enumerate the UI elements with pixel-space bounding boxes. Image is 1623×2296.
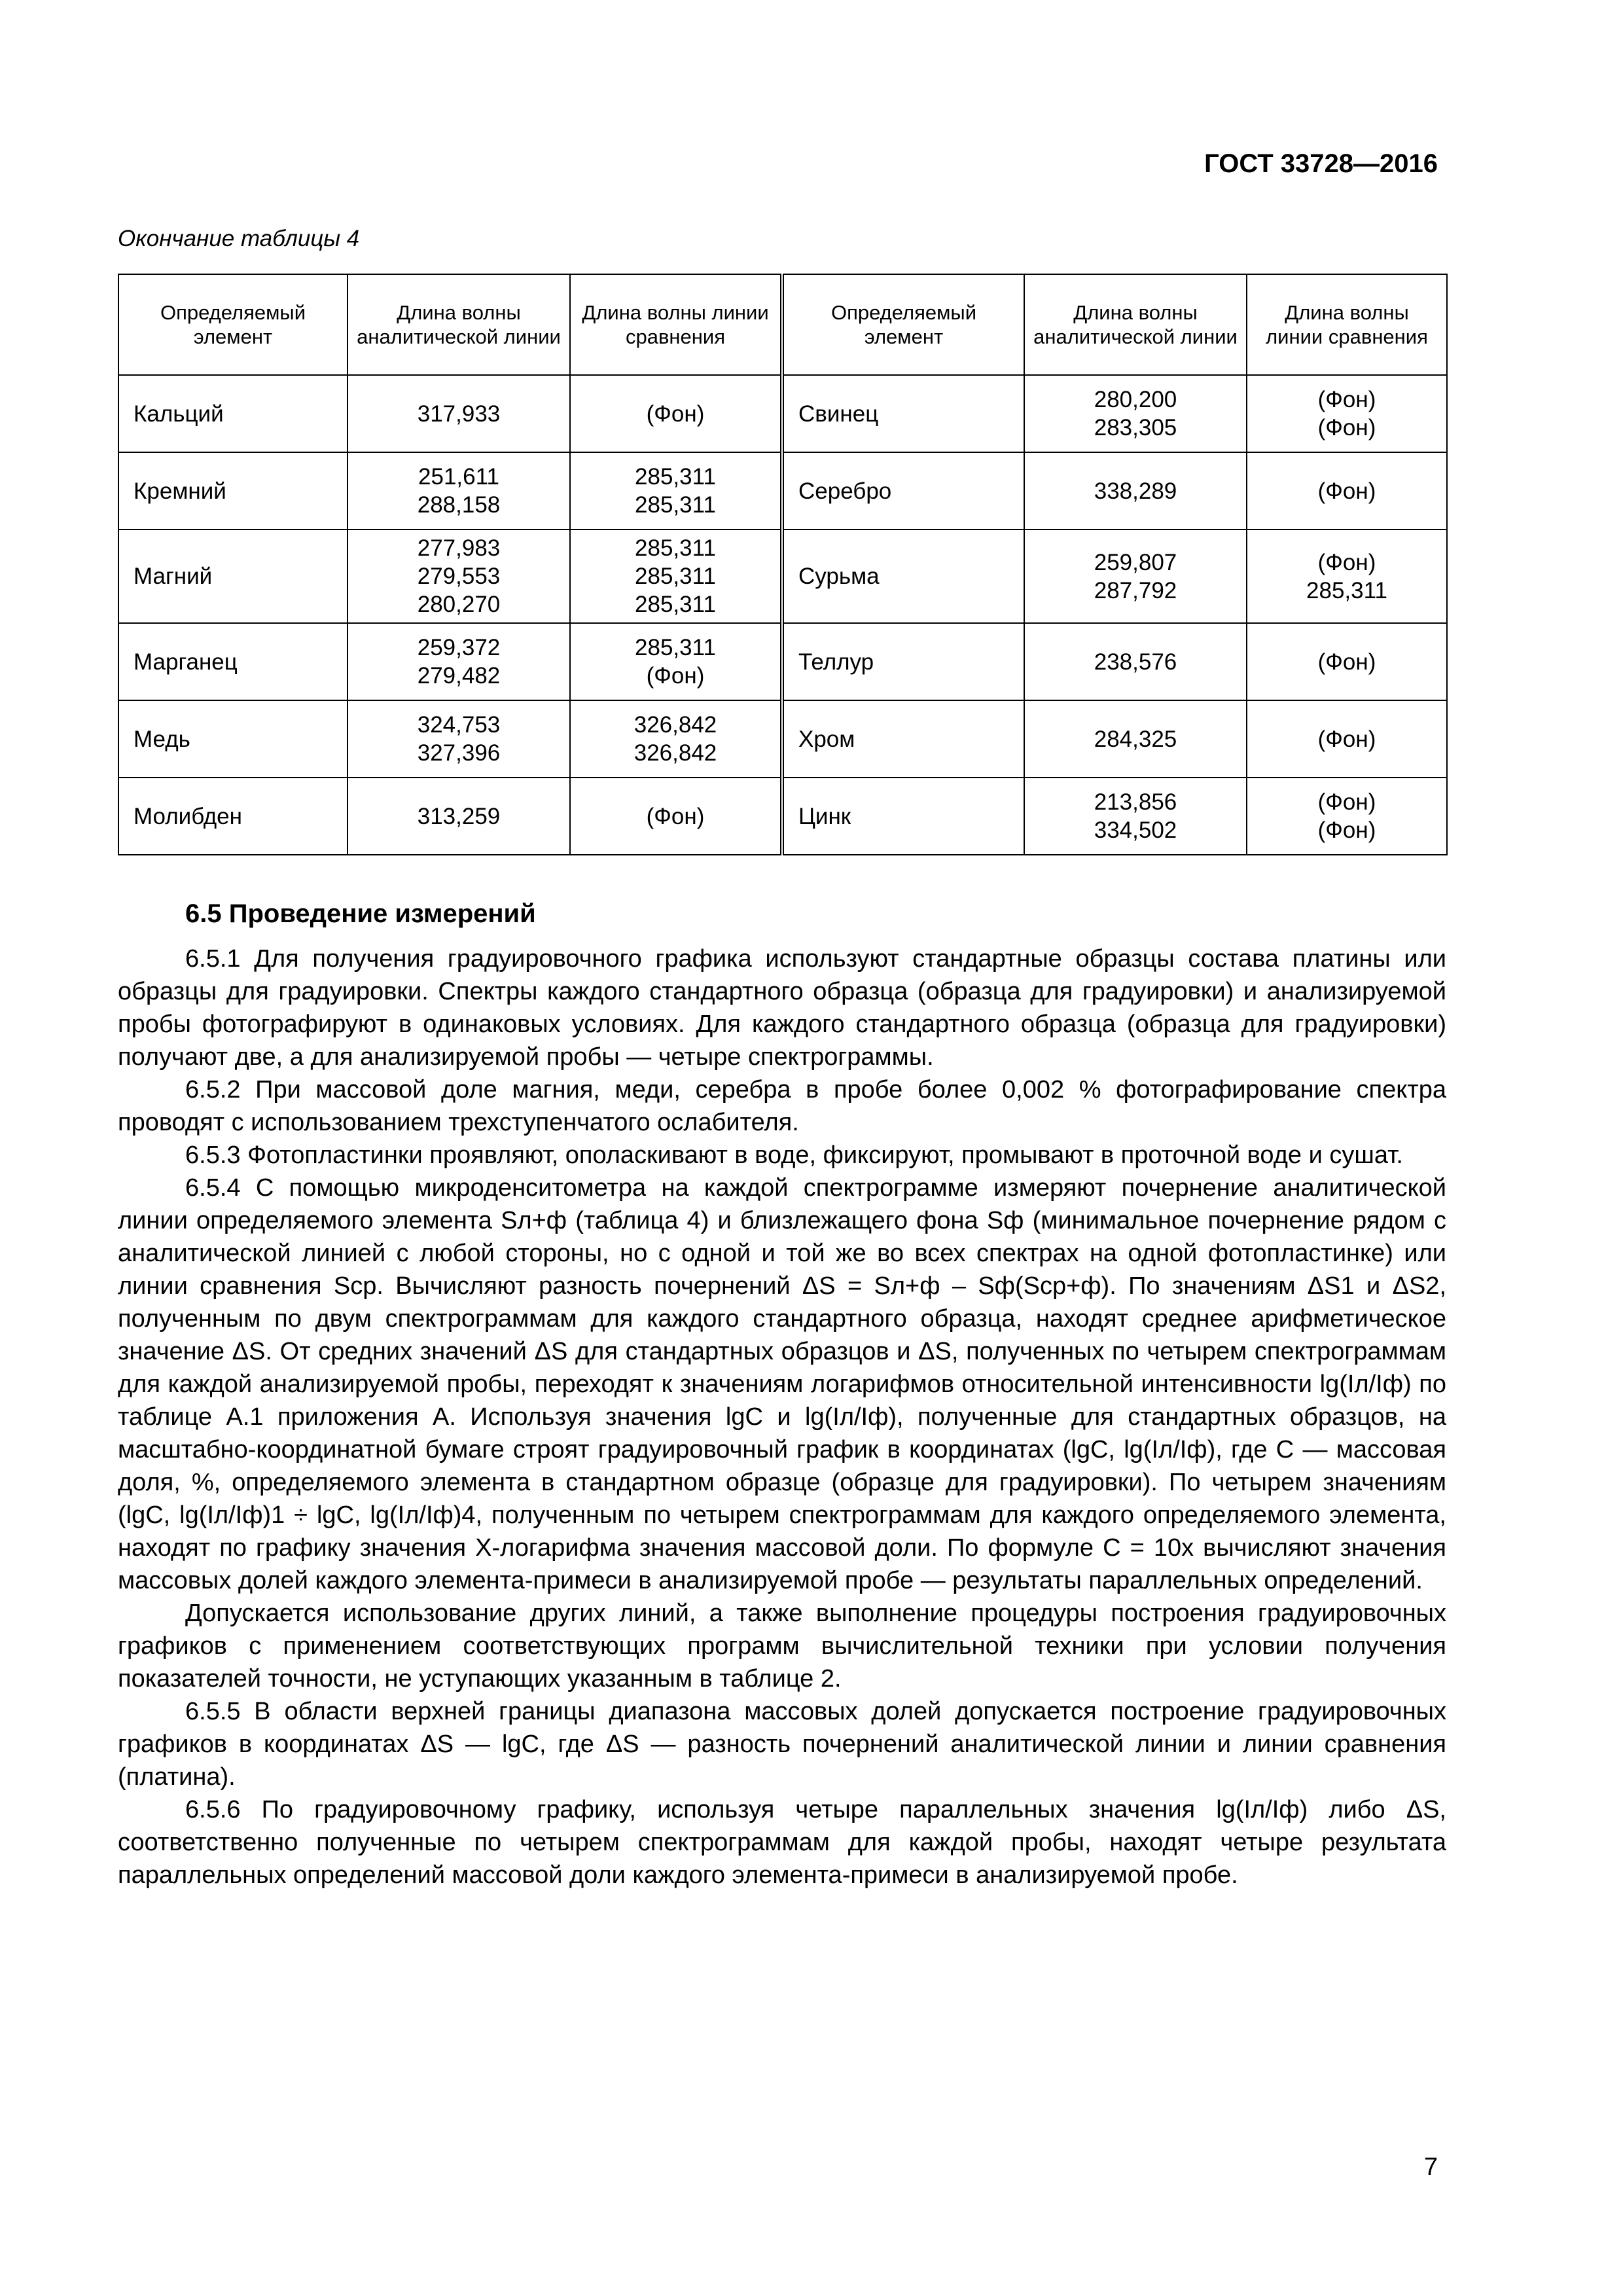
table-cell: (Фон) 285,311: [1247, 529, 1447, 623]
paragraph: Допускается использование других линий, а также выполнение процедуры построения градуировочных графиков с применением соответствующих программ вычислительной техники при условии получения показателей точности, не уступающих указанным в таблице 2.: [118, 1600, 1446, 1693]
table-cell: 284,325: [1024, 700, 1247, 778]
table-cell: Магний: [118, 529, 348, 623]
table-row: [118, 700, 1447, 778]
table-cell: (Фон): [1247, 623, 1447, 700]
table-cell: 251,611 288,158: [348, 452, 570, 529]
table-cell: 277,983 279,553 280,270: [348, 529, 570, 623]
col-header: Длина волны линии сравнения: [570, 274, 782, 375]
table-cell: Свинец: [782, 375, 1024, 452]
table-cell: 259,372 279,482: [348, 623, 570, 700]
table-cell: (Фон): [570, 778, 782, 855]
element-wavelength-table: [118, 274, 1448, 855]
table-cell: 285,311 285,311 285,311: [570, 529, 782, 623]
table-cell: (Фон): [1247, 700, 1447, 778]
table-cell: 338,289: [1024, 452, 1247, 529]
table-cell: 324,753 327,396: [348, 700, 570, 778]
paragraph: 6.5.6 По градуировочному графику, используя четыре параллельных значения lg(Iл/Iф) либо ΔS, соответственно полученные по четырем спектрограммам для каждой пробы, находят четыре результата параллельных определений массовой доли каждого элемента-примеси в анализируемой пробе.: [118, 1796, 1446, 1889]
table-cell: Серебро: [782, 452, 1024, 529]
col-header: Определяемый элемент: [782, 274, 1024, 375]
table-cell: 326,842 326,842: [570, 700, 782, 778]
table-row: [118, 452, 1447, 529]
table-cell: Цинк: [782, 778, 1024, 855]
table-cell: 213,856 334,502: [1024, 778, 1247, 855]
col-header: Определяемый элемент: [118, 274, 348, 375]
table-cell: 259,807 287,792: [1024, 529, 1247, 623]
paragraph: 6.5.1 Для получения градуировочного графика используют стандартные образцы состава платины или образцы для градуировки. Спектры каждого стандартного образца (образца для градуировки) и анализируемой пробы фотографируют в одинаковых условиях. Для каждого стандартного образца (образца для градуировки) получают две, а для анализируемой пробы — четыре спектрограммы.: [118, 945, 1446, 1071]
col-header: Длина волны аналитической линии: [348, 274, 570, 375]
document-code: ГОСТ 33728—2016: [1204, 149, 1438, 178]
paragraph: 6.5.2 При массовой доле магния, меди, серебра в пробе более 0,002 % фотографирование спектра проводят с использованием трехступенчатого ослабителя.: [118, 1076, 1446, 1136]
table-row: [118, 375, 1447, 452]
table-cell: (Фон) (Фон): [1247, 778, 1447, 855]
paragraph: 6.5.3 Фотопластинки проявляют, ополаскивают в воде, фиксируют, промывают в проточной воде и сушат.: [185, 1141, 1403, 1169]
table-cell: Кальций: [118, 375, 348, 452]
section-title: 6.5 Проведение измерений: [185, 899, 536, 928]
table-cell: Сурьма: [782, 529, 1024, 623]
table-cell: (Фон): [1247, 452, 1447, 529]
table-cell: (Фон): [570, 375, 782, 452]
table-cell: 238,576: [1024, 623, 1247, 700]
table-cell: Молибден: [118, 778, 348, 855]
table-row: [118, 623, 1447, 700]
col-header: Длина волны линии сравнения: [1247, 274, 1447, 375]
table-cell: 317,933: [348, 375, 570, 452]
table-row: [118, 529, 1447, 623]
table-cell: 280,200 283,305: [1024, 375, 1247, 452]
col-header: Длина волны аналитической линии: [1024, 274, 1247, 375]
table-cell: Кремний: [118, 452, 348, 529]
table-cell: Марганец: [118, 623, 348, 700]
table-caption: Окончание таблицы 4: [118, 226, 360, 251]
paragraph: 6.5.4 С помощью микроденситометра на каждой спектрограмме измеряют почернение аналитической линии определяемого элемента Sл+ф (таблица 4) и близлежащего фона Sф (минимальное почернение рядом с аналитической линией с любой стороны, но с одной и той же во всех спектрах на одной фотопластинке) или линии сравнения Sср. Вычисляют разность почернений ΔS = Sл+ф – Sф(Sср+ф). По значениям ΔS1 и ΔS2, полученным по двум спектрограммам для каждого стандартного образца, находят среднее арифметическое значение ΔS. От средних значений ΔS для стандартных образцов и ΔS, полученных по четырем спектрограммам для каждой анализируемой пробы, переходят к значениям логарифмов относительной интенсивности lg(Iл/Iф) по таблице А.1 приложения А. Используя значения lgC и lg(Iл/Iф), полученные для стандартных образцов, на масштабно-координатной бумаге строят градуировочный график в координатах (lgC, lg(Iл/Iф), где С — массовая доля, %, определяемого элемента в стандартном образце (образце для градуировки). По четырем значениям (lgC, lg(Iл/Iф)1 ÷ lgC, lg(Iл/Iф)4, полученным по четырем спектрограммам для каждого определяемого элемента, находят по графику значения Х-логарифма значения массовой доли. По формуле С = 10x вычисляют значения массовых долей каждого элемента-примеси в анализируемой пробе — результаты параллельных определений.: [118, 1174, 1446, 1594]
table-cell: Теллур: [782, 623, 1024, 700]
table-cell: Хром: [782, 700, 1024, 778]
table-cell: 285,311 285,311: [570, 452, 782, 529]
table-cell: 285,311 (Фон): [570, 623, 782, 700]
section-body: [118, 942, 1446, 1892]
table-cell: (Фон) (Фон): [1247, 375, 1447, 452]
table-row: [118, 778, 1447, 855]
table-cell: Медь: [118, 700, 348, 778]
page-number: 7: [1423, 2153, 1438, 2181]
paragraph: 6.5.5 В области верхней границы диапазона массовых долей допускается построение градуировочных графиков в координатах ΔS — lgC, где ΔS — разность почернений аналитической линии и линии сравнения (платина).: [118, 1698, 1446, 1791]
table-cell: 313,259: [348, 778, 570, 855]
